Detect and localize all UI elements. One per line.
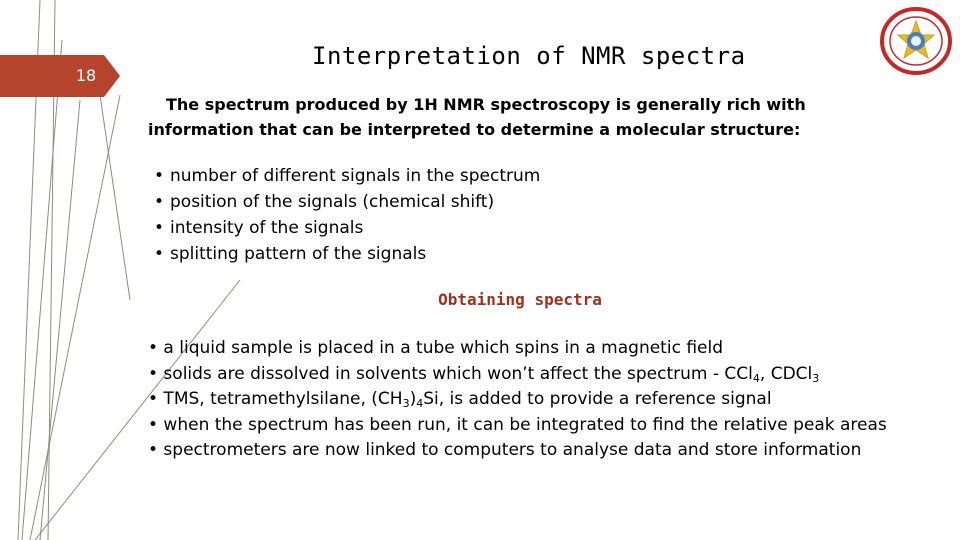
obtaining-spectra-list [148, 336, 908, 464]
intro-line-1: The spectrum produced by 1H NMR spectroscopy is generally rich with [166, 95, 806, 114]
university-seal-icon [876, 5, 956, 77]
intro-paragraph [148, 92, 878, 142]
section-heading: Obtaining spectra [438, 290, 602, 309]
slide-title: Interpretation of NMR spectra [312, 42, 746, 70]
list-item [148, 387, 908, 413]
subscript: 4 [752, 371, 760, 385]
page-number-badge [0, 55, 120, 97]
badge-shape-icon [0, 55, 120, 97]
subscript: 4 [416, 397, 424, 410]
list-item-text: , CDCl [759, 363, 813, 384]
list-item: • spectrometers are now linked to computers to analyse data and store information [148, 440, 862, 460]
nmr-info-list [148, 163, 540, 267]
list-item: • number of different signals in the spectrum [148, 163, 540, 189]
list-item: • a liquid sample is placed in a tube which spins in a magnetic field [148, 338, 724, 358]
list-item-text: Si, is added to provide a reference signal [423, 389, 772, 409]
intro-line-2: information that can be interpreted to determine a molecular structure: [148, 120, 801, 139]
list-item: • intensity of the signals [148, 215, 540, 241]
subscript: 3 [812, 371, 820, 385]
list-item: • splitting pattern of the signals [148, 241, 540, 267]
list-item-text: • TMS, tetramethylsilane, (CH [148, 389, 403, 409]
subscript: 3 [402, 397, 410, 410]
page-number: 18 [75, 66, 97, 85]
list-item-text: ) [409, 389, 417, 409]
list-item-text: • solids are dissolved in solvents which won’t affect the spectrum - CCl [148, 363, 753, 384]
list-item [148, 362, 908, 388]
list-item: • position of the signals (chemical shift) [148, 189, 540, 215]
list-item: • when the spectrum has been run, it can be integrated to find the relative peak areas [148, 414, 887, 435]
